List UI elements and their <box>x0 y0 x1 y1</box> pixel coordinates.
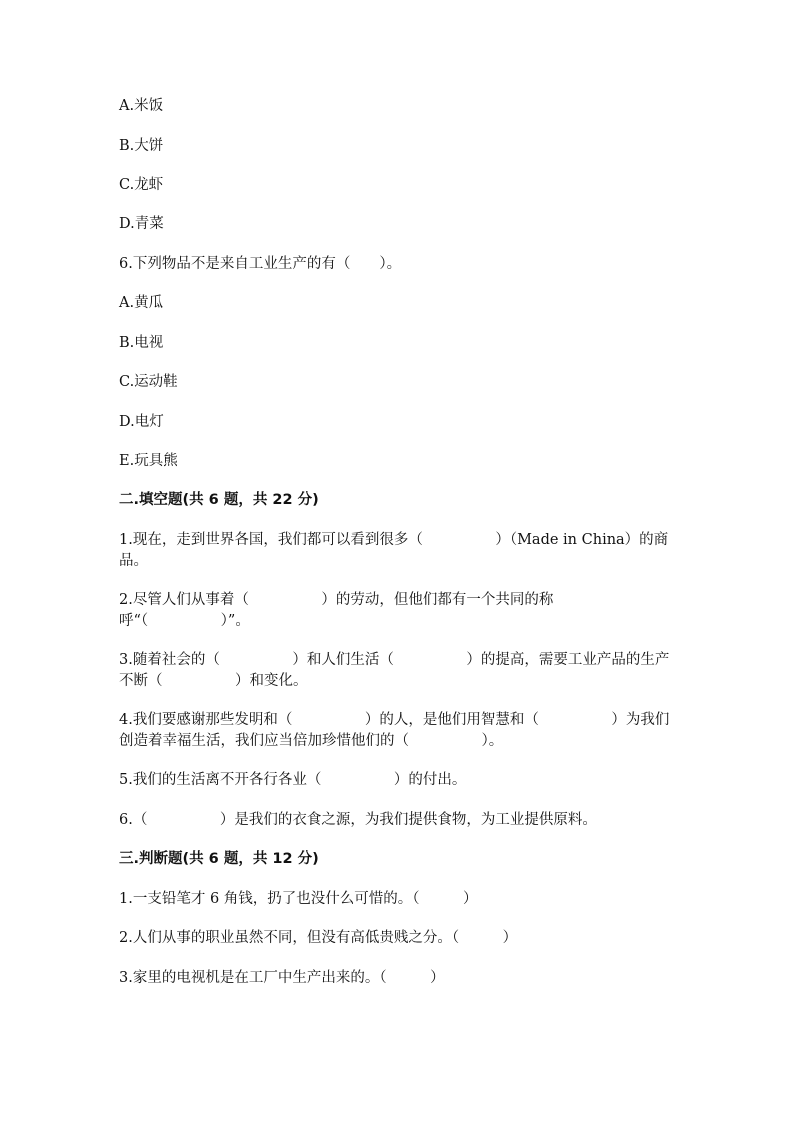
fill-item-4: 4.我们要感谢那些发明和（ ）的人，是他们用智慧和（ ）为我们创造着幸福生活，我们应当倍加珍惜他们的（ ）。 <box>119 712 670 749</box>
q6-option-d: D.电灯 <box>119 414 164 430</box>
q6-option-a: A.黄瓜 <box>119 295 164 311</box>
fill-item-5: 5.我们的生活离不开各行各业（ ）的付出。 <box>119 772 467 788</box>
q6-option-e: E.玩具熊 <box>119 453 178 469</box>
q6-stem: 6.下列物品不是来自工业生产的有（ ）。 <box>119 256 402 272</box>
fill-item-1: 1.现在，走到世界各国，我们都可以看到很多（ ）（Made in China）的商品。 <box>119 532 669 569</box>
fill-item-6: 6.（ ）是我们的衣食之源，为我们提供食物，为工业提供原料。 <box>119 812 597 828</box>
fill-item-2: 2.尽管人们从事着（ ）的劳动，但他们都有一个共同的称呼“（ ）”。 <box>119 592 554 629</box>
q5-option-c: C.龙虾 <box>119 177 164 193</box>
q5-option-d: D.青菜 <box>119 216 164 232</box>
judge-item-1: 1.一支铅笔才 6 角钱，扔了也没什么可惜的。（ ） <box>119 891 478 907</box>
fill-item-3: 3.随着社会的（ ）和人们生活（ ）的提高，需要工业产品的生产不断（ ）和变化。 <box>119 652 670 689</box>
q5-option-a: A.米饭 <box>119 98 164 114</box>
judge-item-3: 3.家里的电视机是在工厂中生产出来的。（ ） <box>119 970 445 986</box>
judge-item-2: 2.人们从事的职业虽然不同，但没有高低贵贱之分。（ ） <box>119 930 518 946</box>
q6-option-b: B.电视 <box>119 335 164 351</box>
section-2-heading: 二.填空题(共 6 题，共 22 分) <box>119 492 319 508</box>
q6-option-c: C.运动鞋 <box>119 374 178 390</box>
q5-option-b: B.大饼 <box>119 138 164 154</box>
section-3-heading: 三.判断题(共 6 题，共 12 分) <box>119 851 319 867</box>
